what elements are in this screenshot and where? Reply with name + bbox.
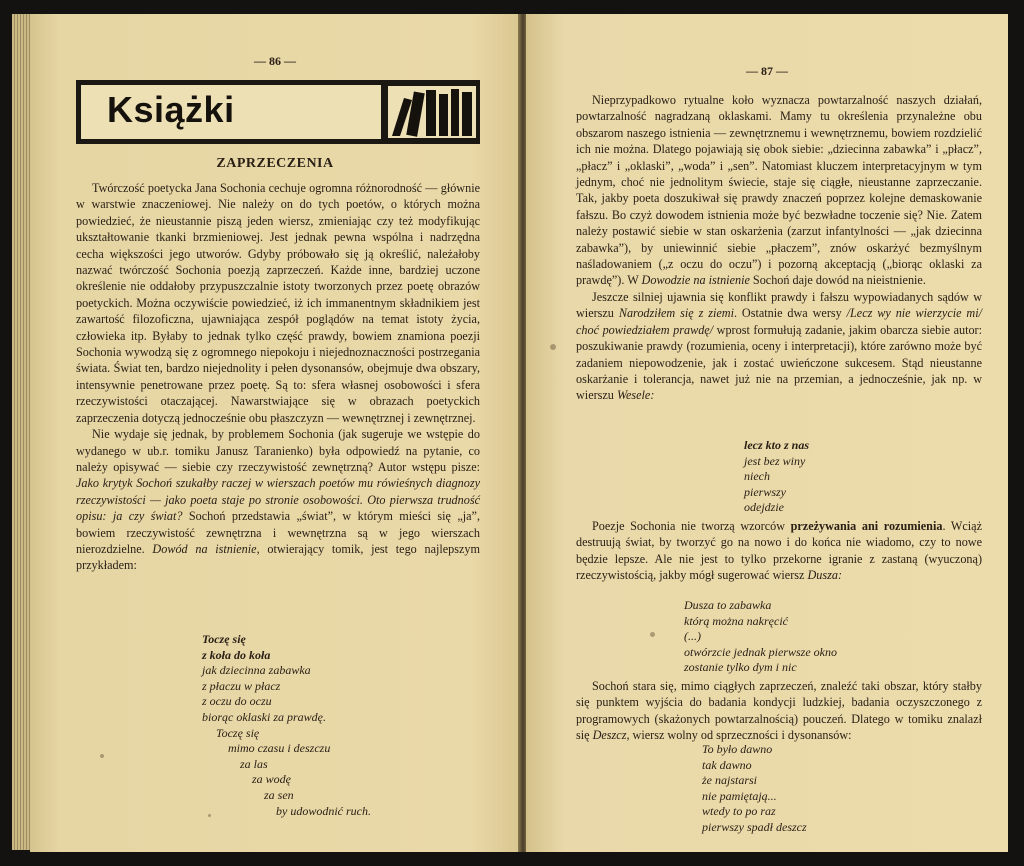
right-body-middle [576, 518, 982, 584]
poem-line: Dusza to zabawka [684, 598, 772, 612]
left-paragraph-2: Nie wydaje się jednak, by problemem Sochonia (jak sugeruje we wstępie do wydanego w ub.r. tomiku Janusz Taranienko) była odpowiedź na pytanie, co należy opisywać — siebie czy rzeczywistość zewnętrzną? Autor wstępu pisze: Jako krytyk Sochoń szukałby raczej w wierszach poetów mu rówieśnych diagnozy rzeczywistości — jako poeta staje po stronie osobowości. Oto pierwsza trudność opisu: ja czy świat? Sochoń przedstawia „świat”, w którym mieści się „ja”, bowiem rzeczywistość zewnętrzna i wewnętrzna są w jego wierszach nierozdzielne. Dowód na istnienie, otwierający tomik, jest tego najlepszym przykładem: [76, 427, 481, 573]
poem-line: pierwszy [744, 484, 786, 499]
poem-line: jest bez winy [744, 453, 806, 468]
left-paragraph-1: Twórczość poetycka Jana Sochonia cechuje ogromna różnorodność — głównie w warstwie znaczeniowej. Nie należy on do tych poetów, o których można powiedzieć, że nieustannie piszą jeden wiersz, zmieniając czy też modyfikując ukształtowanie tkanki brzmieniowej. Jest jednak pewna wspólna i nadrzędna cecha większości jego utworów. Gdyby próbowało się ją określić, należałoby nazwać twórczość Sochonia poezją zaprzeczeń. Każde inne, bardziej uczone określenie nie oddałoby przypuszczalnie istoty tworzonych przez poetę obrazów poetyckich. Można oczywiście powiedzieć, iż ich immanentnym składnikiem jest zawartość filozoficzna, ujawniająca zespół poglądów na temat istoty życia, człowieka itp. Byłaby to jednak tylko część prawdy, bowiem znamiona poezji Sochonia wywodzą się z ogromnego niepokoju i niejednoznaczności postrzegania świata. Świat ten, bardzo niejednolity i pełen dysonansów, obejmuje dwa obszary, intensywnie penetrowane przez poetę. Są to: sfera własnej osobowości i sfera rzeczywistości otaczającej. Nawarstwiające się w obrazach poetyckich zaprzeczenia dotyczą jednocześnie obu płaszczyzn — wewnętrznej i zewnętrznej. [76, 181, 480, 425]
section-banner [76, 80, 480, 144]
poem-line: za sen [264, 787, 294, 802]
poem-line: którą można nakręcić [684, 613, 788, 628]
left-page [30, 14, 520, 852]
ink-speck [550, 344, 556, 350]
poem-line: niech [744, 469, 770, 484]
right-body-bottom [576, 678, 982, 744]
poem-line: za wodę [252, 772, 291, 787]
left-body-text [76, 180, 480, 574]
page-number-right: — 87 — [746, 64, 788, 78]
poem-line: (...) [684, 629, 701, 644]
poem-line: nie pamiętają... [702, 788, 777, 803]
poem-line: odejdzie [744, 500, 784, 515]
banner-panel [81, 85, 381, 139]
poem-line: by udowodnić ruch. [276, 803, 371, 818]
poem-line: Toczę się [202, 632, 246, 646]
poem-line: pierwszy spadł deszcz [702, 819, 807, 834]
poem-line: lecz kto z nas [744, 438, 810, 452]
poem-line: za las [240, 756, 268, 771]
right-page [526, 14, 1008, 852]
right-paragraph-2: Jeszcze silniej ujawnia się konflikt prawdy i fałszu wypowiadanych sądów w wierszu Narodziłem się z ziemi. Ostatnie dwa wersy /Lecz wy nie wierzycie mi/ choć powiedziałem prawdę/ wprost formułują zadanie, jakim obarcza siebie autor: poszukiwanie prawdy (rozumienia, oceny i interpretacji), które zarówno może być zadaniem niepowodzenie, jak i zostać uwieńczone sukcesem. Stąd nieustanne oskarżanie i tolerancja, nawet już nie na przemian, a jednocześnie, jak np. w wierszu Wesele: [576, 289, 982, 403]
poem-dusza [684, 598, 837, 676]
right-body-top [576, 92, 982, 404]
poem-line: wtedy to po raz [702, 804, 776, 819]
ink-speck [100, 754, 104, 758]
right-paragraph-4: Sochoń stara się, mimo ciągłych zaprzeczeń, znaleźć taki obszar, który stałby się punktem wyjścia do badania kondycji ludzkiej, badania oczyszczonego z programowych (skażonych powtarzalnością) pouczeń. Dlatego w tomiku znalazł się Deszcz, wiersz wolny od sprzeczności i dysonansów: [576, 679, 982, 743]
right-paragraph-1: Nieprzypadkowo rytualne koło wyznacza powtarzalność naszych działań, powtarzalność nagradzaną oklaskami. Mamy tu określenia przynależne obu obszarom naszego istnienia — zewnętrznemu i wewnętrznemu, bowiem rozdzielić ich nie można. Dlatego pojawiają się obok siebie: „dziecinna zabawka” i „płacz”, „płacz” i „oklaski”, „woda” i „sen”. Natomiast kluczem interpretacyjnym w tym jednym, choć nie jednolitym świecie, staje się ciągłe, nieustanne zaprzeczanie. Tak, jakby poeta doszukiwał się prawdy znaczeń poprzez kolejne demaskowanie fałszu. Bo czyż dowodem istnienia może być bezwładne toczenie się? Nie. Zatem należy postawić siebie w stan oskarżenia (zarzut infantylności — „jak dziecinna zabawka”), by uniewinnić siebie „płaczem”, znów oskarżyć bezmyślnym naśladowaniem („z oczu do oczu”) i pozorną akceptacją („biorąc oklaski za prawdę”). W Dowodzie na istnienie Sochoń daje dowód na nieistnienie. [576, 93, 982, 288]
article-title: ZAPRZECZENIA [216, 156, 334, 171]
poem-line: To było dawno [702, 742, 773, 756]
poem-line: Toczę się [216, 725, 260, 740]
poem-line: z koła do koła [202, 647, 271, 662]
poem-wesele [744, 438, 809, 516]
right-paragraph-3: Poezje Sochonia nie tworzą wzorców przeżywania ani rozumienia. Wciąż destruują świat, by tworzyć go na nowo i do końca nie wiadomo, czy to nowe będzie lepsze. Ale nie jest to tylko przekorne igranie z zastaną (wyuczoną) rzeczywistością, jakby mógł sugerować wiersz Dusza: [576, 519, 982, 583]
page-edges [12, 14, 32, 850]
poem-line: z oczu do oczu [202, 694, 272, 709]
books-icon [388, 86, 476, 138]
page-number-left: — 86 — [254, 54, 296, 68]
poem-line: z płaczu w płacz [202, 678, 281, 693]
poem-line: otwórzcie jednak pierwsze okno [684, 644, 837, 659]
poem-toczę-się [202, 632, 371, 819]
poem-line: biorąc oklaski za prawdę. [202, 709, 326, 724]
poem-line: że najstarsi [702, 773, 758, 788]
poem-line: zostanie tylko dym i nic [684, 660, 797, 675]
poem-line: jak dziecinna zabawka [202, 663, 311, 678]
poem-line: mimo czasu i deszczu [228, 741, 331, 756]
ink-speck [208, 814, 211, 817]
banner-title: Książki [107, 89, 235, 130]
poem-line: tak dawno [702, 757, 752, 772]
poem-deszcz [702, 742, 807, 836]
ink-speck [650, 632, 655, 637]
